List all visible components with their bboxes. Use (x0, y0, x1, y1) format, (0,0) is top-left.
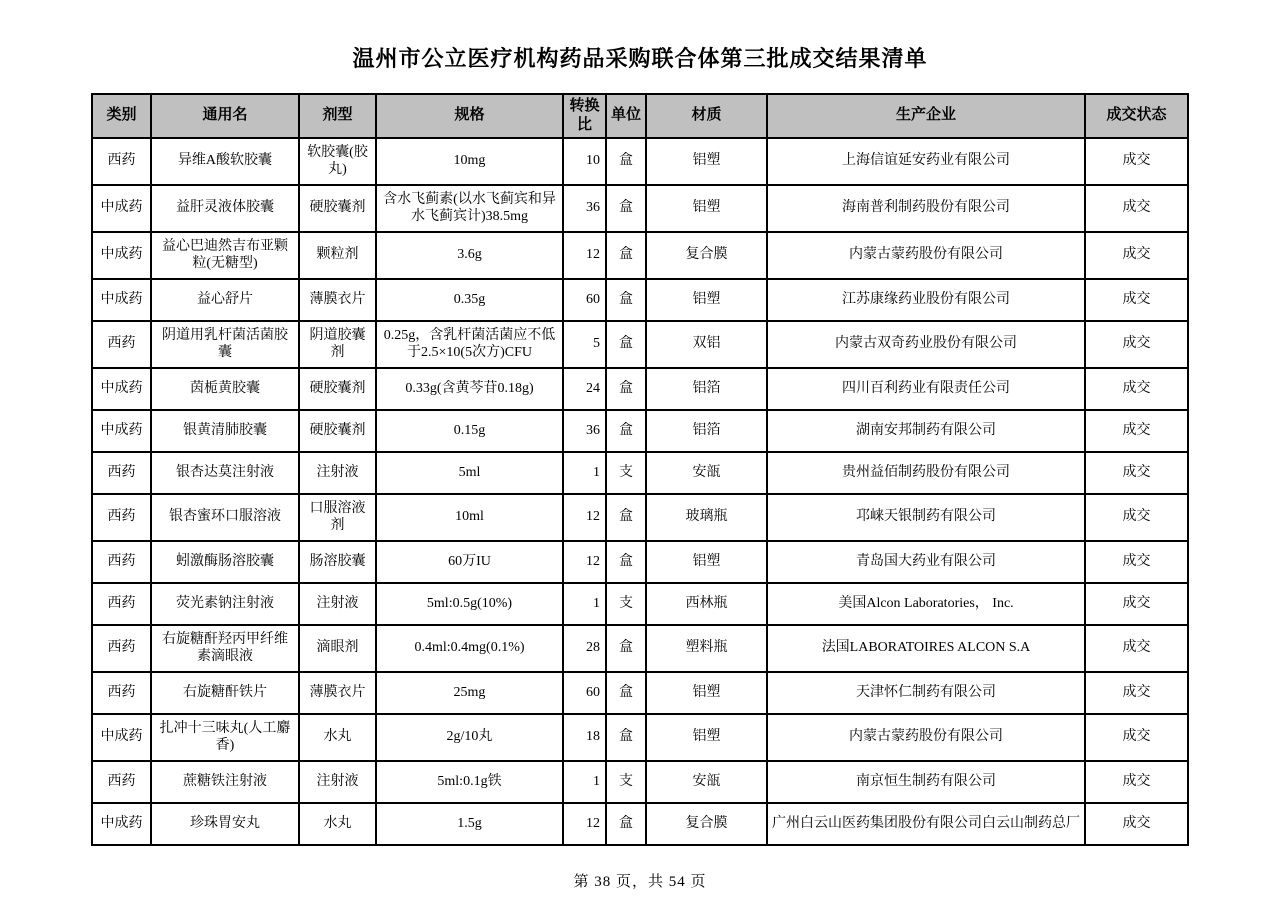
table-cell: 中成药 (92, 279, 151, 321)
table-cell: 南京恒生制药有限公司 (767, 761, 1085, 803)
table-cell: 10mg (376, 138, 563, 185)
column-header-generic-name: 通用名 (151, 94, 299, 138)
table-cell: 口服溶液剂 (299, 494, 376, 541)
table-cell: 盒 (606, 494, 646, 541)
header-row (92, 94, 1188, 138)
table-cell: 盒 (606, 803, 646, 845)
table-cell: 36 (563, 185, 606, 232)
table-cell: 盒 (606, 321, 646, 368)
table-row (92, 279, 1188, 321)
table-cell: 软胶囊(胶丸) (299, 138, 376, 185)
table-cell: 盒 (606, 368, 646, 410)
table-cell: 安瓿 (646, 452, 767, 494)
column-header-unit: 单位 (606, 94, 646, 138)
table-cell: 滴眼剂 (299, 625, 376, 672)
table-cell: 西药 (92, 321, 151, 368)
table-cell: 益心舒片 (151, 279, 299, 321)
column-header-dosage-form: 剂型 (299, 94, 376, 138)
table-cell: 成交 (1085, 625, 1188, 672)
table-cell: 益心巴迪然吉布亚颗粒(无糖型) (151, 232, 299, 279)
table-cell: 支 (606, 761, 646, 803)
table-cell: 右旋糖酐铁片 (151, 672, 299, 714)
table-cell: 25mg (376, 672, 563, 714)
table-cell: 盒 (606, 541, 646, 583)
table-row (92, 803, 1188, 845)
table-row (92, 232, 1188, 279)
table-cell: 铝箔 (646, 410, 767, 452)
table-cell: 12 (563, 541, 606, 583)
table-cell: 5 (563, 321, 606, 368)
table-cell: 右旋糖酐羟丙甲纤维素滴眼液 (151, 625, 299, 672)
table-cell: 内蒙古蒙药股份有限公司 (767, 714, 1085, 761)
table-cell: 中成药 (92, 368, 151, 410)
table-row (92, 672, 1188, 714)
table-cell: 成交 (1085, 321, 1188, 368)
table-cell: 江苏康缘药业股份有限公司 (767, 279, 1085, 321)
table-cell: 青岛国大药业有限公司 (767, 541, 1085, 583)
table-cell: 颗粒剂 (299, 232, 376, 279)
table-row (92, 410, 1188, 452)
table-body (92, 138, 1188, 845)
table-cell: 铝塑 (646, 672, 767, 714)
table-cell: 荧光素钠注射液 (151, 583, 299, 625)
table-cell: 美国Alcon Laboratories， Inc. (767, 583, 1085, 625)
table-cell: 1 (563, 583, 606, 625)
table-cell: 5ml:0.5g(10%) (376, 583, 563, 625)
table-cell: 成交 (1085, 541, 1188, 583)
table-cell: 盒 (606, 672, 646, 714)
table-row (92, 452, 1188, 494)
table-cell: 铝箔 (646, 368, 767, 410)
table-cell: 扎冲十三味丸(人工麝香) (151, 714, 299, 761)
table-cell: 1 (563, 452, 606, 494)
table-cell: 成交 (1085, 714, 1188, 761)
table-cell: 法国LABORATOIRES ALCON S.A (767, 625, 1085, 672)
table-cell: 成交 (1085, 185, 1188, 232)
table-cell: 盒 (606, 232, 646, 279)
table-cell: 24 (563, 368, 606, 410)
table-cell: 成交 (1085, 803, 1188, 845)
table-cell: 中成药 (92, 185, 151, 232)
table-cell: 10ml (376, 494, 563, 541)
table-cell: 注射液 (299, 761, 376, 803)
table-row (92, 583, 1188, 625)
table-cell: 塑料瓶 (646, 625, 767, 672)
table-cell: 内蒙古双奇药业股份有限公司 (767, 321, 1085, 368)
table-cell: 5ml (376, 452, 563, 494)
table-cell: 注射液 (299, 583, 376, 625)
table-cell: 36 (563, 410, 606, 452)
table-cell: 珍珠胃安丸 (151, 803, 299, 845)
table-cell: 盒 (606, 410, 646, 452)
table-cell: 西药 (92, 583, 151, 625)
table-cell: 注射液 (299, 452, 376, 494)
table-cell: 内蒙古蒙药股份有限公司 (767, 232, 1085, 279)
table-cell: 薄膜衣片 (299, 672, 376, 714)
table-cell: 银黄清肺胶囊 (151, 410, 299, 452)
table-cell: 0.15g (376, 410, 563, 452)
table-cell: 四川百利药业有限责任公司 (767, 368, 1085, 410)
table-row (92, 185, 1188, 232)
table-cell: 双铝 (646, 321, 767, 368)
results-table (91, 93, 1189, 846)
table-row (92, 494, 1188, 541)
table-cell: 中成药 (92, 410, 151, 452)
table-cell: 盒 (606, 714, 646, 761)
table-cell: 玻璃瓶 (646, 494, 767, 541)
table-cell: 硬胶囊剂 (299, 410, 376, 452)
table-cell: 3.6g (376, 232, 563, 279)
table-cell: 中成药 (92, 232, 151, 279)
table-cell: 广州白云山医药集团股份有限公司白云山制药总厂 (767, 803, 1085, 845)
table-cell: 12 (563, 494, 606, 541)
column-header-material: 材质 (646, 94, 767, 138)
table-cell: 1 (563, 761, 606, 803)
table-cell: 铝塑 (646, 714, 767, 761)
table-cell: 铝塑 (646, 541, 767, 583)
table-cell: 28 (563, 625, 606, 672)
table-cell: 邛崃天银制药有限公司 (767, 494, 1085, 541)
column-header-category: 类别 (92, 94, 151, 138)
table-cell: 上海信谊延安药业有限公司 (767, 138, 1085, 185)
table-cell: 水丸 (299, 714, 376, 761)
table-cell: 成交 (1085, 672, 1188, 714)
table-cell: 0.33g(含黄芩苷0.18g) (376, 368, 563, 410)
table-cell: 0.35g (376, 279, 563, 321)
table-row (92, 368, 1188, 410)
table-cell: 蔗糖铁注射液 (151, 761, 299, 803)
column-header-status: 成交状态 (1085, 94, 1188, 138)
table-cell: 铝塑 (646, 185, 767, 232)
table-cell: 复合膜 (646, 803, 767, 845)
table-cell: 中成药 (92, 714, 151, 761)
table-cell: 肠溶胶囊 (299, 541, 376, 583)
table-cell: 银杏达莫注射液 (151, 452, 299, 494)
table-cell: 1.5g (376, 803, 563, 845)
table-cell: 盒 (606, 185, 646, 232)
table-cell: 成交 (1085, 368, 1188, 410)
table-cell: 益肝灵液体胶囊 (151, 185, 299, 232)
table-cell: 中成药 (92, 803, 151, 845)
table-cell: 盒 (606, 279, 646, 321)
table-cell: 西林瓶 (646, 583, 767, 625)
table-cell: 60万IU (376, 541, 563, 583)
table-cell: 西药 (92, 761, 151, 803)
table-cell: 复合膜 (646, 232, 767, 279)
table-cell: 海南普利制药股份有限公司 (767, 185, 1085, 232)
table-cell: 60 (563, 279, 606, 321)
table-cell: 硬胶囊剂 (299, 185, 376, 232)
table-cell: 西药 (92, 625, 151, 672)
column-header-specification: 规格 (376, 94, 563, 138)
table-cell: 5ml:0.1g铁 (376, 761, 563, 803)
table-cell: 湖南安邦制药有限公司 (767, 410, 1085, 452)
table-cell: 成交 (1085, 494, 1188, 541)
table-cell: 薄膜衣片 (299, 279, 376, 321)
table-cell: 天津怀仁制药有限公司 (767, 672, 1085, 714)
table-cell: 茵栀黄胶囊 (151, 368, 299, 410)
table-cell: 西药 (92, 452, 151, 494)
table-cell: 贵州益佰制药股份有限公司 (767, 452, 1085, 494)
table-cell: 银杏蜜环口服溶液 (151, 494, 299, 541)
table-cell: 18 (563, 714, 606, 761)
table-cell: 蚓激酶肠溶胶囊 (151, 541, 299, 583)
table-cell: 成交 (1085, 761, 1188, 803)
table-cell: 盒 (606, 138, 646, 185)
table-row (92, 541, 1188, 583)
table-row (92, 714, 1188, 761)
table-cell: 西药 (92, 541, 151, 583)
table-cell: 铝塑 (646, 138, 767, 185)
table-cell: 西药 (92, 494, 151, 541)
table-cell: 成交 (1085, 279, 1188, 321)
table-cell: 阴道用乳杆菌活菌胶囊 (151, 321, 299, 368)
table-cell: 12 (563, 232, 606, 279)
table-cell: 铝塑 (646, 279, 767, 321)
table-cell: 2g/10丸 (376, 714, 563, 761)
table-cell: 10 (563, 138, 606, 185)
table-cell: 硬胶囊剂 (299, 368, 376, 410)
table-row (92, 761, 1188, 803)
page-number: 第 38 页，共 54 页 (573, 873, 707, 890)
table-cell: 安瓿 (646, 761, 767, 803)
table-cell: 盒 (606, 625, 646, 672)
table-row (92, 321, 1188, 368)
table-cell: 西药 (92, 138, 151, 185)
column-header-manufacturer: 生产企业 (767, 94, 1085, 138)
table-cell: 支 (606, 452, 646, 494)
page-title: 温州市公立医疗机构药品采购联合体第三批成交结果清单 (352, 46, 928, 71)
table-cell: 水丸 (299, 803, 376, 845)
table-cell: 0.4ml:0.4mg(0.1%) (376, 625, 563, 672)
table-cell: 0.25g，含乳杆菌活菌应不低于2.5×10(5次方)CFU (376, 321, 563, 368)
table-cell: 成交 (1085, 232, 1188, 279)
table-cell: 异维A酸软胶囊 (151, 138, 299, 185)
table-cell: 12 (563, 803, 606, 845)
table-cell: 成交 (1085, 583, 1188, 625)
column-header-conversion-ratio: 转换比 (563, 94, 606, 138)
table-cell: 成交 (1085, 138, 1188, 185)
table-cell: 西药 (92, 672, 151, 714)
table-cell: 成交 (1085, 452, 1188, 494)
table-cell: 阴道胶囊剂 (299, 321, 376, 368)
table-row (92, 138, 1188, 185)
table-cell: 60 (563, 672, 606, 714)
table-cell: 支 (606, 583, 646, 625)
table-row (92, 625, 1188, 672)
table-cell: 含水飞蓟素(以水飞蓟宾和异水飞蓟宾计)38.5mg (376, 185, 563, 232)
table-cell: 成交 (1085, 410, 1188, 452)
